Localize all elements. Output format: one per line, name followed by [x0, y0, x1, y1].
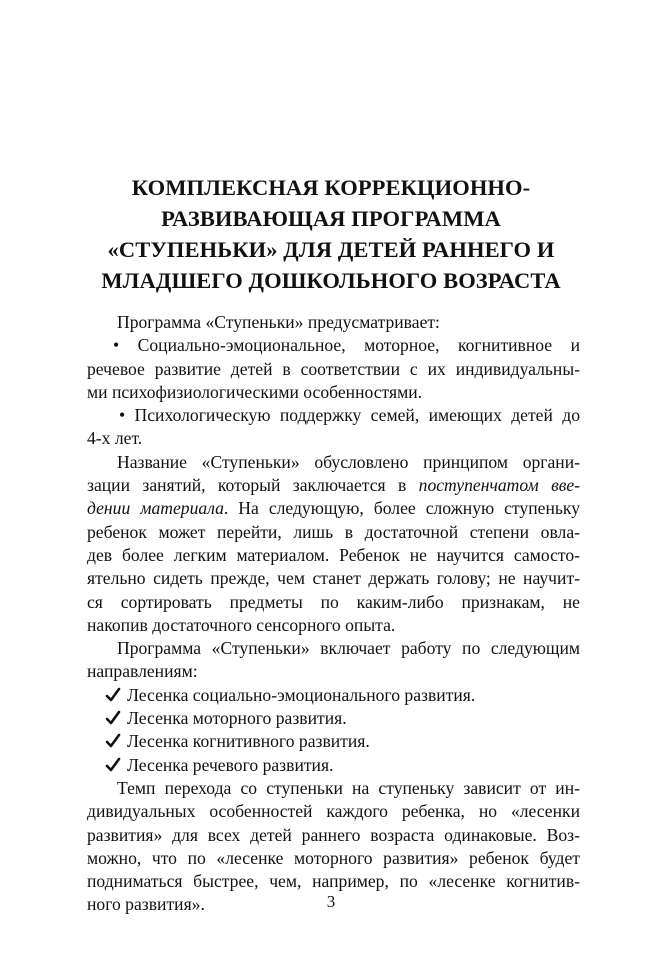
para1-line-7: ся сортировать предметы по каким-либо признакам, не — [87, 591, 580, 612]
para3-line-6: ного развития». — [87, 894, 205, 915]
para1-line-3 — [87, 497, 580, 520]
intro-line: Программа «Ступеньки» предусматривает: — [117, 312, 440, 332]
title-line-1: КОМПЛЕКСНАЯ КОРРЕКЦИОННО- — [131, 175, 531, 200]
title-line-3: «СТУПЕНЬКИ» ДЛЯ ДЕТЕЙ РАННЕГО И — [107, 237, 555, 262]
bullet-1-line-1: • Социально-эмоциональное, моторное, когнитивное и — [113, 335, 580, 356]
para1-line-5: дев более легким материалом. Ребенок не научится самосто- — [87, 544, 580, 565]
ladder-item-4-label: Лесенка речевого развития. — [127, 754, 334, 775]
bullet-1-line-2: речевое развитие детей в соответствии с их индивидуальны- — [87, 358, 580, 379]
para3-line-3: развития» для всех детей раннего возраста одинаковые. Воз- — [87, 824, 580, 845]
para1-line-1: Название «Ступеньки» обусловлено принципом органи- — [117, 451, 580, 472]
ladder-item-2 — [87, 707, 580, 730]
para3-line-1: Темп перехода со ступеньки на ступеньку зависит от ин- — [117, 777, 580, 798]
para3-line-4: можно, что по «лесенке моторного развития» ребенок будет — [87, 847, 580, 868]
bullet-2-line-1: • Психологическую поддержку семей, имеющих детей до — [119, 405, 580, 426]
ladder-item-1 — [87, 684, 580, 707]
para3-line-5: подниматься быстрее, чем, например, по «лесенке когнитив- — [87, 871, 580, 892]
ladder-item-3-label: Лесенка когнитивного развития. — [127, 731, 370, 752]
para1-line-6: ятельно сидеть прежде, чем станет держать голову; не научит- — [87, 568, 580, 589]
para1-line-4: ребенок может перейти, лишь в достаточной степени овла- — [87, 521, 580, 542]
title-line-4: МЛАДШЕГО ДОШКОЛЬНОГО ВОЗРАСТА — [101, 268, 561, 293]
chapter-title — [60, 172, 602, 296]
para3-line-2: дивидуальных особенностей каждого ребенка, но «лесенки — [87, 801, 580, 822]
ladder-item-4 — [87, 754, 580, 777]
para1-line-3-text: . На следующую, более сложную ступеньку — [223, 498, 580, 519]
title-line-2: РАЗВИВАЮЩАЯ ПРОГРАММА — [161, 206, 501, 231]
para1-emphasis-2: дении материала — [87, 498, 224, 519]
ladder-item-3 — [87, 730, 580, 753]
check-mark-icon — [105, 707, 127, 730]
page-number: 3 — [326, 892, 336, 911]
para1-line-2-text: зации занятий, который заключается в — [87, 475, 419, 496]
para2-line-1: Программа «Ступеньки» включает работу по следующим — [117, 638, 580, 659]
para1-emphasis-1: поступенчатом вве- — [418, 475, 581, 496]
bullet-1-line-3: ми психофизиологическими особенностями. — [87, 381, 423, 402]
body-text — [87, 311, 580, 917]
check-mark-icon — [105, 684, 127, 707]
ladder-item-2-label: Лесенка моторного развития. — [127, 708, 347, 729]
para2-line-2: направлениям: — [87, 661, 198, 682]
check-mark-icon — [105, 754, 127, 777]
ladder-item-1-label: Лесенка социально-эмоционального развития. — [127, 684, 476, 705]
para1-line-8: накопив достаточного сенсорного опыта. — [87, 614, 396, 635]
check-mark-icon — [105, 730, 127, 753]
para1-line-2 — [87, 474, 580, 497]
bullet-2-line-2: 4-х лет. — [87, 428, 143, 449]
